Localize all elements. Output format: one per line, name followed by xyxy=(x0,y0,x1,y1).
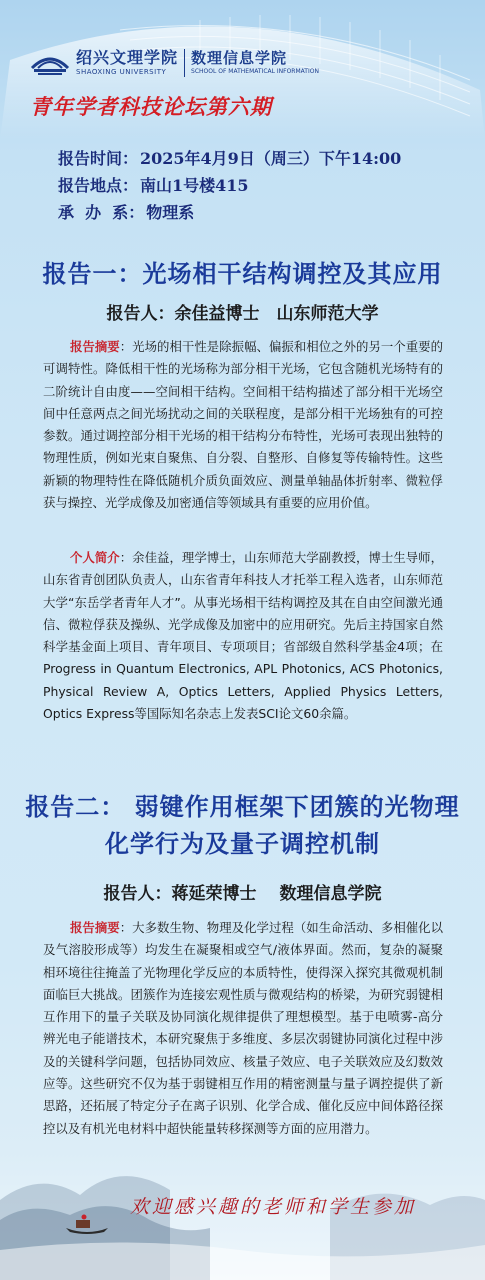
info-place-label: 报告地点： xyxy=(58,176,139,195)
header-divider xyxy=(184,49,185,77)
report2-abstract xyxy=(43,917,443,1140)
report2-reporter: 报告人：蒋延荣博士 数理信息学院 xyxy=(103,884,382,904)
report1-abstract-label: 报告摘要 xyxy=(70,339,120,354)
info-place xyxy=(58,173,249,196)
info-host-value: 物理系 xyxy=(146,203,195,222)
report2-title-line1: 报告二： 弱键作用框架下团簇的光物理 xyxy=(25,793,460,821)
school-name-en: SCHOOL OF MATHEMATICAL INFORMATION xyxy=(191,68,319,75)
report1-reporter: 报告人：余佳益博士 山东师范大学 xyxy=(106,304,379,324)
welcome-message: 欢迎感兴趣的老师和学生参加 xyxy=(130,1196,417,1218)
report1-bio-label: 个人简介 xyxy=(70,550,120,565)
info-host-label: 承 办 系： xyxy=(58,203,145,222)
info-time-value: 2025年4月9日（周三）下午14:00 xyxy=(140,149,402,168)
info-time-label: 报告时间： xyxy=(58,149,139,168)
report2-abstract-label: 报告摘要 xyxy=(70,920,120,935)
report1-bio xyxy=(43,547,443,725)
forum-title: 青年学者科技论坛第六期 xyxy=(30,95,272,119)
boat-icon xyxy=(62,1212,112,1236)
report2-abstract-text: ：大多数生物、物理及化学过程（如生命活动、多相催化以及气溶胶形成等）均发生在凝聚相或空气/液体界面。然而，复杂的凝聚相环境往往掩盖了光物理化学反应的本质特性，使得深入探究其微观机制面临巨大挑战。团簇作为连接宏观性质与微观结构的桥梁，为研究弱键相互作用下的量子关联及协同演化规律提供了理想模型。基于电喷雾-高分辨光电子能谱技术，本研究聚焦于多维度、多层次弱键协同演化过程中涉及的关键科学问题，包括协同效应、核量子效应、电子关联效应及幻数效应等。这些研究不仅为基于弱键相互作用的精密测量与量子调控提供了新思路，还拓展了特定分子在离子识别、化学合成、催化反应中间体路径探控以及有机光电材料中超快能量转移探测等方面的应用潜力。 xyxy=(43,920,444,1136)
school-name xyxy=(191,49,319,77)
info-host xyxy=(58,200,194,223)
report1-abstract-text: ：光场的相干性是除振幅、偏振和相位之外的另一个重要的可调特性。降低相干性的光场称为部分相干光场，它包含随机光场特有的二阶统计自由度——空间相干结构。空间相干结构描述了部分相干光场空间中任意两点之间光场扰动之间的关联程度，是部分相干光场独有的可控参数。通过调控部分相干光场的相干结构分布特性，光场可表现出独特的物理性质，例如光束自聚焦、自分裂、自整形、自修复等传输特性。这些新颖的物理特性在降低随机介质负面效应、测量单轴晶体折射率、微粒俘获与操控、光学成像及加密通信等领域具有重要的应用价值。 xyxy=(43,339,444,511)
report2-title-line2: 化学行为及量子调控机制 xyxy=(105,830,380,858)
report1-bio-text: ：余佳益，理学博士，山东师范大学副教授，博士生导师，山东省青创团队负责人，山东省青年科技人才托举工程入选者，山东师范大学“东岳学者青年人才”。从事光场相干结构调控及其在自由空间激光通信、微粒俘获及操纵、光学成像及加密中的应用研究。先后主持国家自然科学基金面上项目、青年项目、专项项目；省部级自然科学基金4项；在Progress in Quantum Electronics, APL Photonics, ACS Photonics, Physical Review A, Optics Letters, Applied Physics Letters, Optics Express等国际知名杂志上发表SCI论文60余篇。 xyxy=(43,550,444,722)
university-logo-icon xyxy=(30,48,70,78)
header-logo-row xyxy=(30,46,319,80)
school-name-cn: 数理信息学院 xyxy=(191,49,288,67)
university-name-cn: 绍兴文理学院 xyxy=(76,48,179,67)
info-place-value: 南山1号楼415 xyxy=(140,176,249,195)
report1-title: 报告一：光场相干结构调控及其应用 xyxy=(42,260,443,288)
report1-abstract xyxy=(43,336,443,514)
university-name xyxy=(76,49,178,77)
info-time xyxy=(58,146,401,169)
university-name-en: SHAOXING UNIVERSITY xyxy=(76,68,167,76)
